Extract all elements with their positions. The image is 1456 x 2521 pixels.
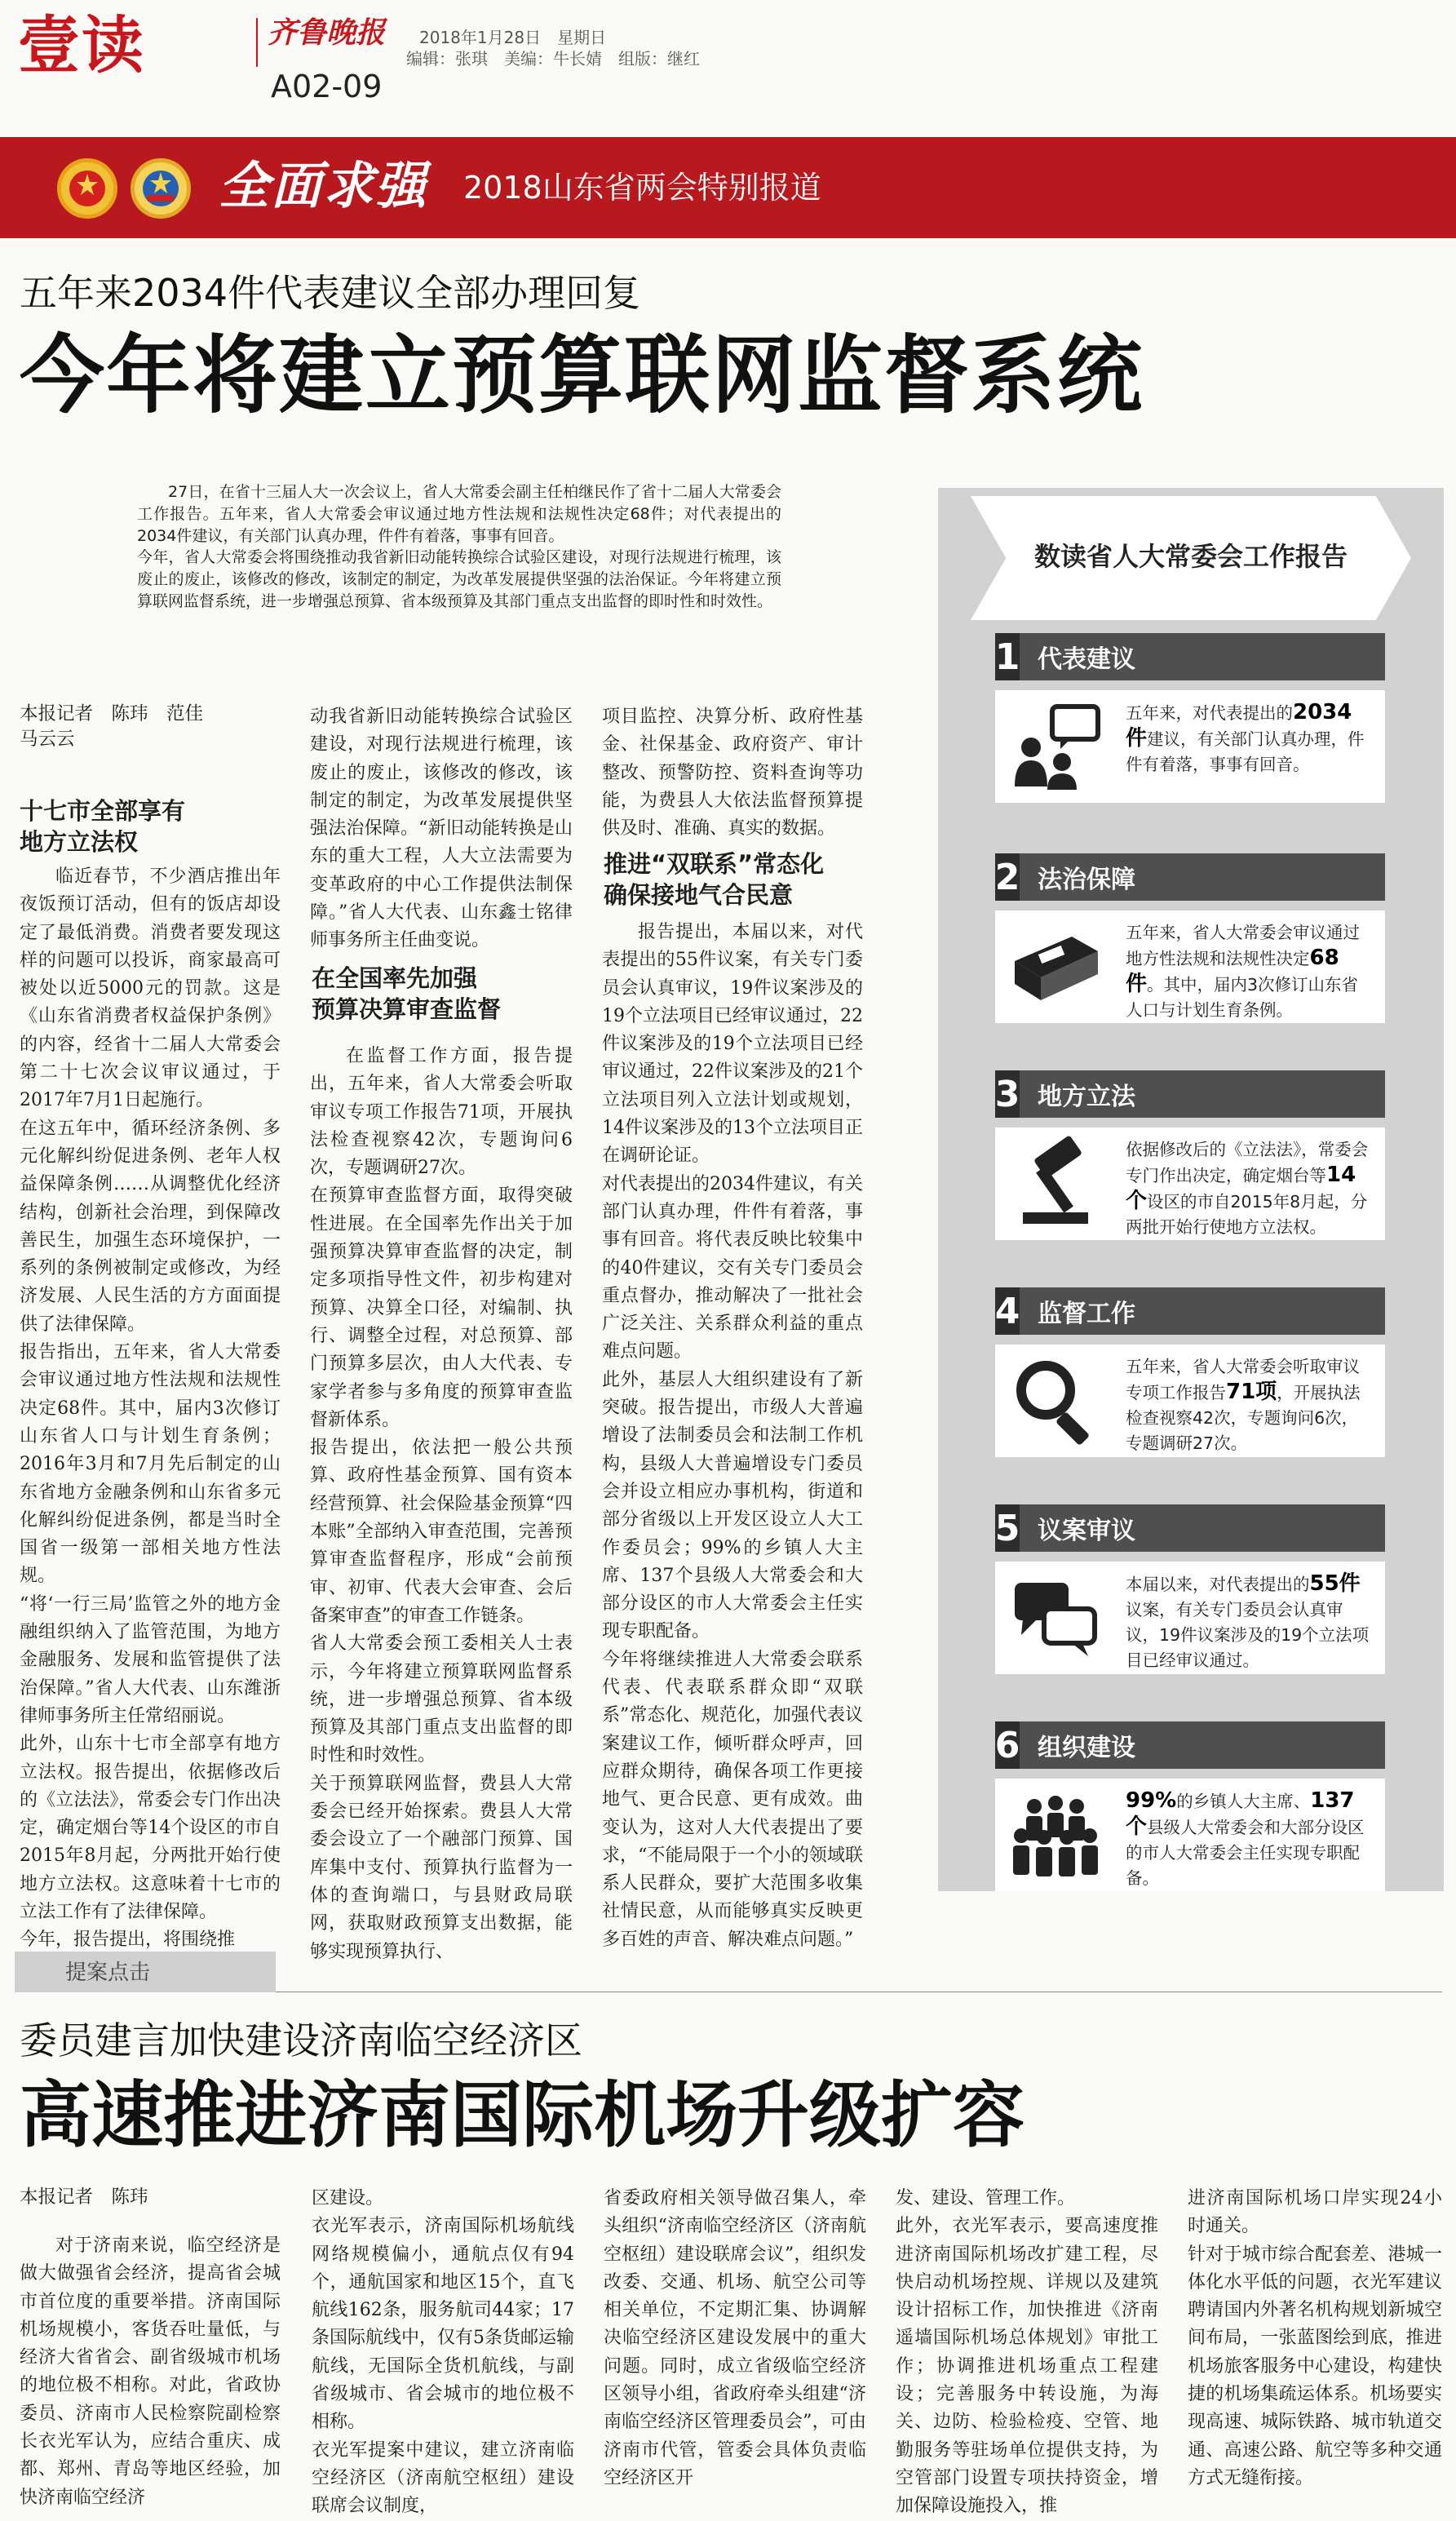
story1-column-2b: 在监督工作方面，报告提出，五年来，省人大常委会听取审议专项工作报告71项，开展执法检查视察42次，专题询问6次，专题调研27次。 在预算审查监督方面，取得突破性进展。在全国率先作出关于加强预算决算审查监督的决定，制定多项指导性文件，初步构建对预算、决算全口径，对编制、执行、调整全过程，对总预算、部门预算多层次，由人大代表、专家学者参与多角度的预算审查监督新体系。 报告提出，依法把一般公共预算、政府性基金预算、国有资本经营预算、社会保险基金预算“四本账”全部纳入审查范围，完善预算审查监督程序，形成“会前预审、初审、代表大会审查、会后备案审查”的审查工作链条。 省人大常委会预工委相关人士表示，今年将建立预算联网监督系统，进一步增强总预算、省本级预算及其部门重点支出监督的即时性和时效性。 关于预算联网监督，费县人大常委会已经开始探索。费县人大常委会设立了一个融部门预算、国库集中支付、预算执行监督为一体的查询端口，与县财政局联网，获取财政预算支出数据，能够实现预算执行、 [310, 1046, 573, 1962]
people-speech-icon [1007, 698, 1104, 795]
section-title: 壹读 [18, 9, 145, 82]
story1-column-2a: 动我省新旧动能转换综合试验区建设，对现行法规进行梳理，该废止的废止，该修改的修改，该制定的制定，为改革发展提供坚强法治保障。“新旧动能转换是山东的重大工程，人大立法需要为变革政府的中心工作提供法制保障。”省人大代表、山东鑫士铭律师事务所主任曲变说。 [310, 707, 573, 951]
story2-column-5: 进济南国际机场口岸实现24小时通关。 针对于城市综合配套差、港城一体化水平低的问题，衣光军建议聘请国内外著名机构规划新城空间布局，一张蓝图绘到底，推进机场旅客服务中心建设，构建快捷的机场集疏运体系。机场要实现高速、城际铁路、城市轨道交通、高速公路、航空等多种交通方式无缝衔接。 [1188, 2188, 1442, 2488]
story2-byline: 本报记者 陈玮 [20, 2186, 148, 2208]
item-number: 3 [995, 1070, 1020, 1118]
paper-logo: 齐鲁晚报 [268, 16, 386, 50]
data-sidebar [938, 488, 1444, 1891]
story1-kicker: 五年来2034件代表建议全部办理回复 [20, 271, 641, 315]
item-text: 99%的乡镇人大主席、137个县级人大常委会和大部分设区的市人大常委会主任实现专职配备。 [1126, 1788, 1365, 1888]
story1-subhead-3: 推进“双联系”常态化 确保接地气合民意 [604, 850, 825, 909]
story2-headline: 高速推进济南国际机场升级扩容 [20, 2073, 1025, 2157]
story1-subhead-1: 十七市全部享有 地方立法权 [20, 797, 186, 856]
item-number: 2 [995, 853, 1020, 901]
story2-column-3: 省委政府相关领导做召集人，牵头组织“济南临空经济区（济南航空枢纽）建设联席会议”，组织发改委、交通、机场、航空公司等相关单位，不定期汇集、协调解决临空经济区建设发展中的重大问题。同时，成立省级临空经济区领导小组，省政府牵头组建“济南临空经济区管理委员会”，可由济南市代管，管委会具体负责临空经济区开 [604, 2188, 866, 2488]
chat-bubbles-icon [1007, 1570, 1104, 1666]
item-number: 4 [995, 1287, 1020, 1335]
story2-kicker: 委员建言加快建设济南临空经济区 [20, 2018, 582, 2062]
story1-column-1: 临近春节，不少酒店推出年夜饭预订活动，但有的饭店却设定了最低消费。消费者要发现这样的问题可以投诉，商家最高可被处以近5000元的罚款。这是《山东省消费者权益保护条例》的内容，经省十二届人大常委会第二十七次会议审议通过，于2017年7月1日起施行。 在这五年中，循环经济条例、多元化解纠纷促进条例、老年人权益保障条例……从调整优化经济结构，创新社会治理，到保障改善民生，加强生态环境保护，一系列的条例被制定或修改，为经济发展、人民生活的方方面面提供了法律保障。 报告指出，五年来，省人大常委会审议通过地方性法规和法规性决定68件。其中，届内3次修订山东省人口与计划生育条例；2016年3月和7月先后制定的山东省地方金融条例和山东省多元化解纠纷促进条例，都是当时全国省一级第一部相关地方性法规。 “将‘一行三局’监管之外的地方金融组织纳入了监管范围，为地方金融服务、发展和监管提供了法治保障。”省人大代表、山东潍浙律师事务所主任常绍丽说。 此外，山东十七市全部享有地方立法权。报告提出，依据修改后的《立法法》，常委会专门作出决定，确定烟台等14个设区的市自2015年8月起，分两批开始行使地方立法权。这意味着十七市的立法工作有了法律保障。 今年，报告提出，将围绕推 [20, 866, 281, 1951]
item-title: 代表建议 [1038, 645, 1135, 674]
item-title: 法治保障 [1038, 866, 1135, 894]
national-emblem-icon [57, 158, 117, 219]
story2-tag: 提案点击 [65, 1961, 151, 1985]
gavel-icon [1007, 1136, 1104, 1232]
banner-subtitle: 2018山东省两会特别报道 [463, 170, 821, 206]
story2-column-1: 对于济南来说，临空经济是做大做强省会经济，提高省会城市首位度的重要举措。济南国际机场规模小，客货吞吐量低，与经济大省省会、副省级城市机场的地位极不相称。对此，省政协委员、济南市人民检察院副检察长衣光军认为，应结合重庆、成都、郑州、青岛等地区经验，加快济南临空经济 [20, 2235, 281, 2508]
crowd-icon [1007, 1787, 1104, 1883]
law-book-icon [1007, 919, 1104, 1015]
magnifier-icon [1007, 1353, 1104, 1449]
item-text: 五年来，省人大常委会听取审议专项工作报告71项，开展执法检查视察42次，专题询问6次，专题调研27次。 [1126, 1357, 1361, 1453]
item-title: 监督工作 [1038, 1300, 1135, 1328]
item-title: 地方立法 [1038, 1083, 1135, 1111]
story1-column-3a: 项目监控、决算分析、政府性基金、社保基金、政府资产、审计整改、预警防控、资料查询等功能，为费县人大依法监督预算提供及时、准确、真实的数据。 [602, 707, 863, 840]
header-divider [256, 18, 258, 67]
item-number: 6 [995, 1721, 1020, 1769]
sidebar-title: 数读省人大常委会工作报告 [1033, 541, 1348, 572]
story1-headline: 今年将建立预算联网监督系统 [20, 326, 1144, 425]
story1-byline: 本报记者 陈玮 范佳 马云云 [20, 703, 204, 750]
story1-lead: 27日，在省十三届人大一次会议上，省人大常委会副主任柏继民作了省十二届人大常委会工作报告。五年来，省人大常委会审议通过地方性法规和法规性决定68件；对代表提出的2034件建议，有关部门认真办理，件件有着落，事事有回音。 今年，省人大常委会将围绕推动我省新旧动能转换综合试验区建设，对现行法规进行梳理，该废止的废止，该修改的修改，该制定的制定，为改革发展提供坚强的法治保证。今年将建立预算联网监督系统，进一步增强总预算、省本级预算及其部门重点支出监督的即时性和时效性。 [137, 483, 781, 610]
date-line: 2018年1月28日 星期日 [419, 28, 607, 47]
sidebar-item-legal-guarantee [995, 853, 1385, 1023]
item-text: 五年来，省人大常委会审议通过地方性法规和法规性决定68件。其中，届内3次修订山东省人口与计划生育条例。 [1126, 923, 1360, 1020]
story1-column-3b: 报告提出，本届以来，对代表提出的55件议案，有关专门委员会认真审议，19件议案涉及的19个立法项目已经审议通过，22件议案涉及的19个立法项目已经审议通过，22件议案涉及的21个立法项目列入立法计划或规划，14件议案涉及的13个立法项目正在调研论证。 对代表提出的2034件建议，有关部门认真办理，件件有着落，事事有回音。将代表反映比较集中的40件建议，交有关专门委员会重点督办，推动解决了一批社会广泛关注、关系群众利益的重点难点问题。 此外，基层人大组织建设有了新突破。报告提出，市级人大普遍增设了法制委员会和法制工作机构，县级人大普遍增设专门委员会并设立相应办事机构，街道和部分省级以上开发区设立人大工作委员会；99%的乡镇人大主席、137个县级人大常委会和大部分设区的市人大常委会主任实现专职配备。 今年将继续推进人大常委会联系代表、代表联系群众即“双联系”常态化、规范化，加强代表议案建议工作，倾听群众呼声，回应群众期待，确保各项工作更接地气、更合民意、更有成效。曲变认为，这对人大代表提出了要求，“不能局限于一个小的领域联系人民群众，要扩大范围多收集社情民意，从而能够真实反映更多百姓的声音、解决难点问题。” [602, 922, 863, 1950]
sidebar-item-representative-suggestions [995, 633, 1385, 803]
sidebar-item-organization [995, 1721, 1385, 1891]
sidebar-item-supervision [995, 1287, 1385, 1457]
item-number: 5 [995, 1504, 1020, 1552]
story2-column-4: 发、建设、管理工作。 此外，衣光军表示，要高速度推进济南国际机场改扩建工程，尽快启动机场控规、详规以及建筑设计招标工作，加快推进《济南遥墙国际机场总体规划》审批工作；协调推进机场重点工程建设；完善服务中转设施，为海关、边防、检验检疫、空管、地勤服务等驻场单位提供支持，为空管部门设置专项扶持资金，增加保障设施投入，推 [896, 2188, 1158, 2517]
story1-subhead-2: 在全国率先加强 预算决算审查监督 [312, 964, 502, 1023]
special-report-banner [0, 137, 1456, 238]
story2-column-2: 区建设。 衣光军表示，济南国际机场航线网络规模偏小，通航点仅有94个，通航国家和地区15个，直飞航线162条，服务航司44家；17条国际航线中，仅有5条货邮运输航线，无国际全货机航线，与副省级城市、省会城市的地位极不相称。 衣光军提案中建议，建立济南临空经济区（济南航空枢纽）建设联席会议制度， [312, 2188, 574, 2517]
item-number: 1 [995, 633, 1020, 680]
banner-slogan: 全面求强 [219, 156, 428, 215]
page-code: A02-09 [271, 69, 383, 104]
item-title: 组织建设 [1038, 1734, 1135, 1762]
sidebar-item-proposal-review [995, 1504, 1385, 1674]
item-text: 依据修改后的《立法法》，常委会专门作出决定，确定烟台等14个设区的市自2015年8月起，分两批开始行使地方立法权。 [1126, 1140, 1369, 1237]
cppcc-emblem-icon [131, 158, 191, 219]
item-title: 议案审议 [1038, 1517, 1135, 1545]
item-text: 五年来，对代表提出的2034件建议，有关部门认真办理，件件有着落，事事有回音。 [1126, 700, 1365, 774]
item-text: 本届以来，对代表提出的55件议案，有关专门委员会认真审议，19件议案涉及的19个立法项目已经审议通过。 [1126, 1571, 1370, 1670]
staff-line: 编辑：张琪 美编：牛长婧 组版：继红 [406, 49, 700, 69]
sidebar-item-local-legislation [995, 1070, 1385, 1240]
